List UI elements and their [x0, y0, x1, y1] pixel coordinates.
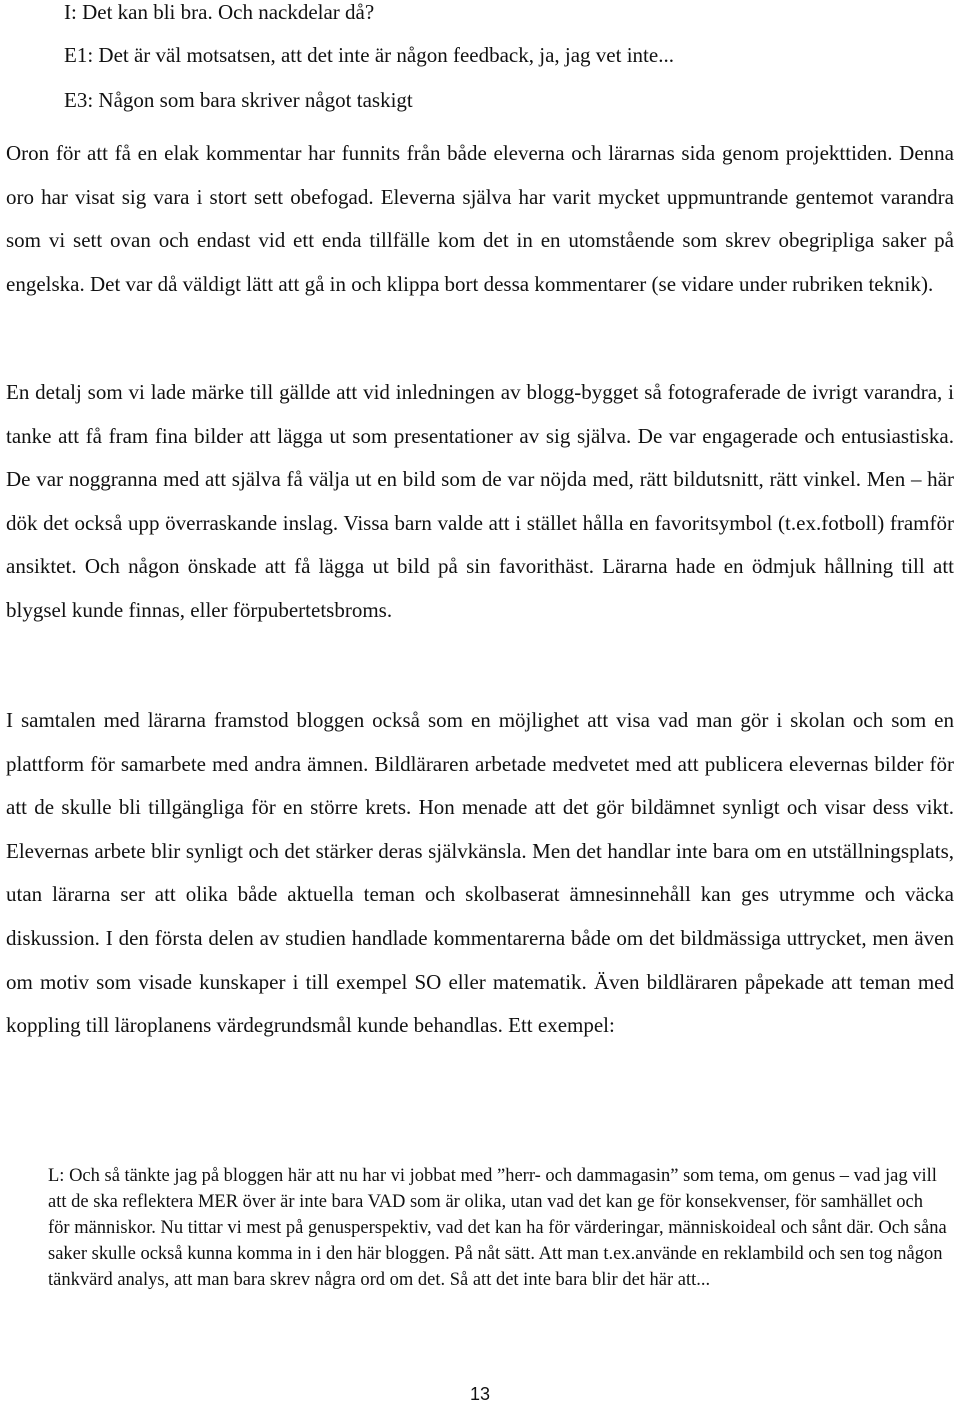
- paragraph-photo-detail: En detalj som vi lade märke till gällde att vid inledningen av blogg-bygget så fotograferade de ivrigt varandra, i tanke att få fram fina bilder att lägga ut som presentationer av sig själva. De var engagerade och entusiastiska. De var noggranna med att själva få välja ut en bild som de var nöjda med, rätt bildutsnitt, rätt vinkel. Men – här dök det också upp överraskande inslag. Vissa barn valde att i stället hålla en favoritsymbol (t.ex.fotboll) framför ansiktet. Och någon önskade att få lägga ut bild på sin favorithäst. Lärarna hade en ödmjuk hållning till att blygsel kunde finnas, eller förpubertetsbroms.: [6, 380, 954, 622]
- block-quote-teacher: L: Och så tänkte jag på bloggen här att nu har vi jobbat med ”herr- och dammagasin” som tema, om genus – vad jag vill att de ska reflektera MER över är inte bara VAD som är olika, utan vad det kan ge för konsekvenser, för samhället och för människor. Nu tittar vi mest på genusperspektiv, vad det kan ha för värderingar, människoideal och sånt där. Och såna saker skulle också kunna komma in i den här bloggen. På nåt sätt. Att man t.ex.använde en reklambild och sen tog någon tänkvärd analys, att man bara skrev några ord om det. Så att det inte bara blir det här att...: [48, 1166, 947, 1291]
- interview-line-e3: E3: Någon som bara skriver något taskigt: [64, 88, 413, 112]
- interview-line-interviewer: I: Det kan bli bra. Och nackdelar då?: [64, 0, 375, 24]
- interview-line-e1: E1: Det är väl motsatsen, att det inte är någon feedback, ja, jag vet inte...: [64, 43, 674, 67]
- paragraph-teacher-conversations: I samtalen med lärarna framstod bloggen också som en möjlighet att visa vad man gör i skolan och som en plattform för samarbete med andra ämnen. Bildläraren arbetade medvetet med att publicera elevernas bilder för att de skulle bli tillgängliga för en större krets. Hon menade att det gör bildämnet synligt och visar dess vikt. Elevernas arbete blir synligt och det stärker deras självkänsla. Men det handlar inte bara om en utställningsplats, utan lärarna ser att olika både aktuella teman och skolbaserat ämnesinnehåll kan ges utrymme och väcka diskussion. I den första delen av studien handlade kommentarerna både om det bildmässiga uttrycket, men även om motiv som visade kunskaper i till exempel SO eller matematik. Även bildläraren påpekade att teman med koppling till läroplanens värdegrundsmål kunde behandlas. Ett exempel:: [6, 708, 954, 1038]
- page-number: 13: [469, 1384, 491, 1404]
- paragraph-comments-worry: Oron för att få en elak kommentar har funnits från både eleverna och lärarnas sida genom projekttiden. Denna oro har visat sig vara i stort sett obefogad. Eleverna själva har varit mycket uppmuntrande gentemot varandra som vi sett ovan och endast vid ett enda tillfälle kom det in en utomstående som skrev obegripliga saker på engelska. Det var då väldigt lätt att gå in och klippa bort dessa kommentarer (se vidare under rubriken teknik).: [6, 141, 954, 296]
